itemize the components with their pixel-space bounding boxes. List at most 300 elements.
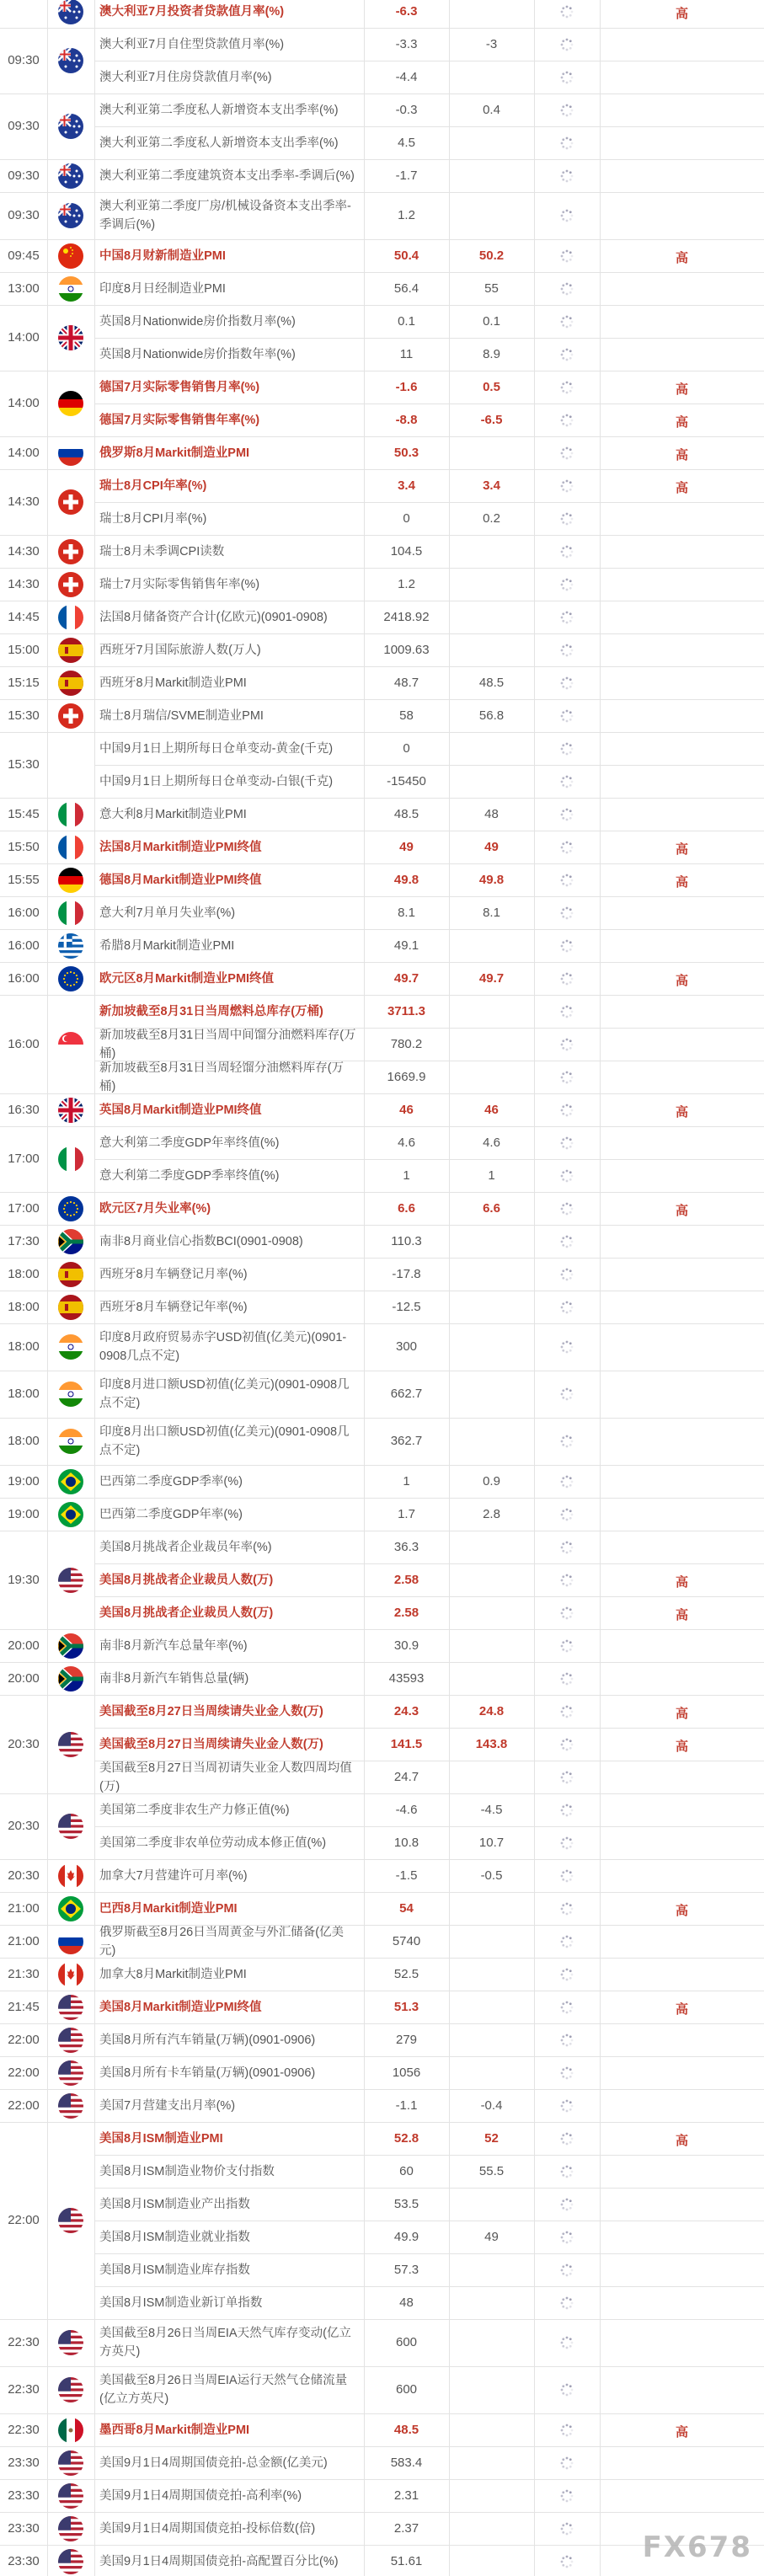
previous-value: 279: [395, 2032, 418, 2047]
event-time: 16:00: [8, 1036, 40, 1051]
event-name: 意大利8月Markit制造业PMI: [99, 807, 247, 821]
loading-spinner-icon: [559, 413, 574, 428]
event-name: 美国8月挑战者企业裁员人数(万): [99, 1573, 274, 1587]
previous-value: 8.1: [398, 905, 415, 920]
importance-badge: [600, 1474, 764, 1491]
event-time: 14:30: [8, 494, 40, 509]
spain-flag-icon: [58, 1295, 83, 1320]
previous-value: 2.37: [393, 2520, 419, 2536]
event-name: 美国9月1日4周期国债竞拍-高利率(%): [99, 2488, 302, 2503]
forecast-value: [449, 1267, 534, 1284]
event-time: 22:00: [8, 2032, 40, 2047]
event-time: 15:15: [8, 675, 40, 690]
forecast-value: [449, 1434, 534, 1451]
previous-value: 5740: [392, 1933, 421, 1948]
previous-value: -1.5: [395, 1868, 418, 1883]
event-time: 15:30: [8, 708, 40, 723]
event-name: 西班牙7月国际旅游人数(万人): [99, 643, 261, 657]
loading-spinner-icon: [559, 873, 574, 888]
previous-value: -3.3: [395, 36, 418, 51]
event-name: 美国9月1日4周期国债竞拍-高配置百分比(%): [99, 2554, 339, 2568]
switzerland-flag-icon: [58, 539, 83, 564]
event-time: 20:00: [8, 1638, 40, 1653]
forecast-value: 1: [488, 1168, 495, 1183]
loading-spinner-icon: [559, 1671, 574, 1686]
italy-flag-icon: [58, 1146, 83, 1172]
importance-badge: 高: [675, 874, 688, 890]
event-name: 澳大利亚第二季度私人新增资本支出季率(%): [99, 136, 339, 150]
importance-badge: [600, 1300, 764, 1317]
event-name: 澳大利亚第二季度厂房/机械设备资本支出季率-季调后(%): [99, 200, 351, 232]
forecast-value: [449, 1037, 534, 1054]
loading-spinner-icon: [559, 577, 574, 592]
forecast-value: [449, 1671, 534, 1688]
event-name: 美国8月ISM制造业产出指数: [99, 2197, 250, 2211]
event-name: 墨西哥8月Markit制造业PMI: [99, 2423, 250, 2437]
importance-badge: [600, 2335, 764, 2352]
event-name: 中国9月1日上期所每日仓单变动-黄金(千克): [99, 741, 334, 756]
previous-value: -1.7: [395, 168, 418, 183]
event-time: 15:55: [8, 872, 40, 887]
loading-spinner-icon: [559, 2033, 574, 2048]
loading-spinner-icon: [559, 2488, 574, 2504]
event-name: 巴西第二季度GDP年率(%): [99, 1507, 243, 1521]
importance-badge: [600, 2197, 764, 2214]
event-time: 14:30: [8, 543, 40, 558]
importance-badge: [600, 1168, 764, 1185]
event-name: 美国9月1日4周期国债竞拍-总金额(亿美元): [99, 2456, 328, 2470]
loading-spinner-icon: [559, 2230, 574, 2245]
forecast-value: [449, 577, 534, 594]
event-time: 18:00: [8, 1266, 40, 1281]
forecast-value: [449, 2488, 534, 2505]
loading-spinner-icon: [559, 249, 574, 264]
previous-value: 52.5: [393, 1966, 419, 1981]
loading-spinner-icon: [559, 1901, 574, 1916]
loading-spinner-icon: [559, 478, 574, 494]
event-name: 中国8月财新制造业PMI: [99, 249, 226, 263]
usa-flag-icon: [58, 1995, 83, 2020]
importance-badge: [600, 708, 764, 725]
forecast-value: [449, 136, 534, 152]
event-time: 22:00: [8, 2098, 40, 2113]
forecast-value: [449, 2335, 534, 2352]
event-time: 20:00: [8, 1670, 40, 1686]
loading-spinner-icon: [559, 1339, 574, 1355]
previous-value: 60: [399, 2163, 414, 2178]
previous-value: 600: [395, 2335, 418, 2349]
previous-value: -0.3: [395, 102, 418, 117]
importance-badge: [600, 676, 764, 692]
forecast-value: [449, 938, 534, 955]
event-time: 16:00: [8, 970, 40, 986]
loading-spinner-icon: [559, 2554, 574, 2569]
importance-badge: [600, 281, 764, 298]
previous-value: 50.4: [393, 248, 419, 263]
event-name: 印度8月出口额USD初值(亿美元)(0901-0908几点不定): [99, 1425, 350, 1457]
event-time: 16:00: [8, 938, 40, 953]
previous-value: 58: [399, 708, 414, 723]
event-time: 21:45: [8, 1999, 40, 2014]
importance-badge: 高: [675, 447, 688, 462]
forecast-value: 49: [484, 2229, 499, 2244]
loading-spinner-icon: [559, 2197, 574, 2212]
forecast-value: -4.5: [480, 1802, 503, 1817]
previous-value: 51.61: [390, 2553, 423, 2568]
brazil-flag-icon: [58, 1502, 83, 1527]
previous-value: 49.8: [393, 872, 419, 887]
event-time: 21:00: [8, 1933, 40, 1948]
loading-spinner-icon: [559, 2066, 574, 2081]
forecast-value: 0.4: [483, 102, 500, 117]
event-name: 法国8月储备资产合计(亿欧元)(0901-0908): [99, 610, 328, 624]
importance-badge: [600, 2066, 764, 2082]
event-time: 22:00: [8, 2213, 40, 2227]
importance-badge: [600, 103, 764, 120]
eu-flag-icon: [58, 966, 83, 991]
forecast-value: [449, 2521, 534, 2538]
previous-value: 662.7: [390, 1387, 423, 1401]
forecast-value: [449, 1934, 534, 1951]
forecast-value: 50.2: [478, 248, 505, 263]
loading-spinner-icon: [559, 676, 574, 691]
event-name: 俄罗斯截至8月26日当周黄金与外汇储备(亿美元): [99, 1925, 345, 1958]
previous-value: 362.7: [390, 1434, 423, 1448]
italy-flag-icon: [58, 802, 83, 827]
southafrica-flag-icon: [58, 1633, 83, 1659]
previous-value: -15450: [387, 773, 426, 788]
forecast-value: 0.1: [483, 313, 500, 329]
forecast-value: [449, 1901, 534, 1918]
importance-badge: [600, 347, 764, 364]
usa-flag-icon: [58, 1732, 83, 1757]
event-time: 16:00: [8, 905, 40, 920]
event-name: 俄罗斯8月Markit制造业PMI: [99, 446, 250, 460]
forecast-value: 0.2: [483, 510, 500, 526]
importance-badge: [600, 741, 764, 758]
forecast-value: 49.8: [478, 872, 505, 887]
usa-flag-icon: [58, 2028, 83, 2053]
germany-flag-icon: [58, 391, 83, 416]
event-name: 美国8月ISM制造业就业指数: [99, 2230, 250, 2244]
forecast-value: 8.9: [483, 346, 500, 361]
loading-spinner-icon: [559, 1168, 574, 1184]
previous-value: 56.4: [393, 281, 419, 296]
switzerland-flag-icon: [58, 572, 83, 597]
event-time: 23:30: [8, 2553, 40, 2568]
previous-value: 1009.63: [383, 642, 430, 657]
watermark: FX678: [642, 2531, 752, 2564]
importance-badge: [600, 2263, 764, 2279]
importance-badge: 高: [675, 1706, 688, 1721]
event-name: 美国8月Markit制造业PMI终值: [99, 2000, 262, 2014]
event-time: 17:30: [8, 1233, 40, 1248]
southafrica-flag-icon: [58, 1666, 83, 1692]
event-time: 14:45: [8, 609, 40, 624]
importance-badge: [600, 610, 764, 627]
spain-flag-icon: [58, 1262, 83, 1287]
importance-badge: 高: [675, 2424, 688, 2440]
forecast-value: [449, 4, 534, 21]
importance-badge: [600, 2164, 764, 2181]
importance-badge: [600, 774, 764, 791]
loading-spinner-icon: [559, 4, 574, 19]
importance-badge: 高: [675, 1104, 688, 1120]
usa-flag-icon: [58, 2060, 83, 2086]
previous-value: 3711.3: [387, 1003, 426, 1018]
forecast-value: [449, 2263, 534, 2279]
event-time: 15:00: [8, 642, 40, 657]
australia-flag-icon: [58, 203, 83, 228]
importance-badge: [600, 168, 764, 185]
usa-flag-icon: [58, 2483, 83, 2509]
previous-value: 141.5: [390, 1736, 423, 1751]
previous-value: 1: [403, 1473, 410, 1488]
previous-value: 48: [399, 2295, 414, 2310]
loading-spinner-icon: [559, 136, 574, 151]
importance-badge: [600, 938, 764, 955]
importance-badge: [600, 1004, 764, 1021]
importance-badge: [600, 1934, 764, 1951]
event-name: 美国截至8月26日当周EIA天然气库存变动(亿立方英尺): [99, 2327, 351, 2359]
event-name: 瑞士8月CPI月率(%): [99, 511, 207, 526]
usa-flag-icon: [58, 2516, 83, 2541]
previous-value: 1056: [392, 2065, 421, 2080]
event-name: 美国8月挑战者企业裁员人数(万): [99, 1606, 274, 1620]
event-name: 美国截至8月26日当周EIA运行天然气仓储流量(亿立方英尺): [99, 2374, 348, 2406]
event-name: 澳大利亚第二季度私人新增资本支出季率(%): [99, 103, 339, 117]
event-name: 澳大利亚第二季度建筑资本支出季率-季调后(%): [99, 168, 355, 183]
previous-value: 3.4: [398, 478, 415, 493]
forecast-value: [449, 1234, 534, 1251]
importance-badge: [600, 2033, 764, 2050]
loading-spinner-icon: [559, 1434, 574, 1449]
eu-flag-icon: [58, 1196, 83, 1221]
forecast-value: 55: [484, 281, 499, 296]
france-flag-icon: [58, 835, 83, 860]
event-time: 09:30: [8, 53, 40, 67]
previous-value: 6.6: [398, 1200, 415, 1216]
event-name: 意大利第二季度GDP年率终值(%): [99, 1136, 280, 1150]
forecast-value: [449, 643, 534, 660]
previous-value: 51.3: [393, 1999, 419, 2014]
loading-spinner-icon: [559, 70, 574, 85]
spain-flag-icon: [58, 638, 83, 663]
loading-spinner-icon: [559, 1037, 574, 1052]
event-name: 欧元区7月失业率(%): [99, 1201, 211, 1216]
previous-value: 30.9: [393, 1638, 419, 1653]
event-name: 英国8月Markit制造业PMI终值: [99, 1103, 262, 1117]
previous-value: 1: [403, 1168, 410, 1183]
importance-badge: 高: [675, 973, 688, 988]
forecast-value: 4.6: [483, 1135, 500, 1150]
forecast-value: [449, 544, 534, 561]
forecast-value: [449, 2554, 534, 2571]
loading-spinner-icon: [559, 380, 574, 395]
loading-spinner-icon: [559, 774, 574, 789]
loading-spinner-icon: [559, 1136, 574, 1151]
southafrica-flag-icon: [58, 1229, 83, 1254]
loading-spinner-icon: [559, 2382, 574, 2397]
event-time: 19:00: [8, 1506, 40, 1521]
importance-badge: 高: [675, 1607, 688, 1622]
importance-badge: 高: [675, 414, 688, 430]
loading-spinner-icon: [559, 1474, 574, 1489]
event-name: 美国截至8月27日当周续请失业金人数(万): [99, 1704, 323, 1718]
event-name: 加拿大7月营建许可月率(%): [99, 1868, 248, 1883]
event-name: 美国截至8月27日当周初请失业金人数四周均值(万): [99, 1761, 352, 1793]
india-flag-icon: [58, 1382, 83, 1407]
loading-spinner-icon: [559, 1507, 574, 1522]
previous-value: -1.6: [395, 379, 418, 394]
event-name: 巴西第二季度GDP季率(%): [99, 1474, 243, 1488]
forecast-value: [449, 1573, 534, 1590]
event-time: 15:50: [8, 839, 40, 854]
forecast-value: [449, 2000, 534, 2017]
forecast-value: 56.8: [478, 708, 505, 723]
event-time: [0, 4, 47, 21]
loading-spinner-icon: [559, 511, 574, 526]
forecast-value: -3: [485, 36, 498, 51]
event-name: 美国截至8月27日当周续请失业金人数(万): [99, 1737, 323, 1751]
india-flag-icon: [58, 1334, 83, 1360]
event-time: 15:45: [8, 806, 40, 821]
loading-spinner-icon: [559, 1638, 574, 1654]
loading-spinner-icon: [559, 2098, 574, 2114]
event-time: 14:00: [8, 396, 40, 410]
loading-spinner-icon: [559, 2000, 574, 2015]
event-name: 美国8月ISM制造业物价支付指数: [99, 2164, 275, 2178]
forecast-value: 0.9: [483, 1473, 500, 1488]
forecast-value: 6.6: [483, 1200, 500, 1216]
loading-spinner-icon: [559, 37, 574, 52]
importance-badge: 高: [675, 382, 688, 397]
event-time: 18:00: [8, 1299, 40, 1314]
importance-badge: [600, 2488, 764, 2505]
importance-badge: 高: [675, 2001, 688, 2017]
forecast-value: [449, 2456, 534, 2472]
importance-badge: [600, 1070, 764, 1087]
event-name: 瑞士8月瑞信/SVME制造业PMI: [99, 708, 264, 723]
forecast-value: -0.5: [480, 1868, 503, 1883]
loading-spinner-icon: [559, 1070, 574, 1085]
previous-value: -12.5: [392, 1299, 421, 1314]
event-name: 美国8月所有卡车销量(万辆)(0901-0906): [99, 2066, 316, 2080]
loading-spinner-icon: [559, 1704, 574, 1719]
brazil-flag-icon: [58, 1469, 83, 1494]
usa-flag-icon: [58, 1568, 83, 1593]
previous-value: -6.3: [395, 3, 418, 19]
event-name: 意大利第二季度GDP季率终值(%): [99, 1168, 280, 1183]
mexico-flag-icon: [58, 2418, 83, 2443]
usa-flag-icon: [58, 2549, 83, 2574]
forecast-value: 8.1: [483, 905, 500, 920]
loading-spinner-icon: [559, 1836, 574, 1851]
loading-spinner-icon: [559, 1103, 574, 1118]
importance-badge: [600, 1434, 764, 1451]
loading-spinner-icon: [559, 2423, 574, 2438]
importance-badge: [600, 2098, 764, 2115]
importance-badge: [600, 1803, 764, 1820]
usa-flag-icon: [58, 2093, 83, 2119]
forecast-value: [449, 1339, 534, 1356]
germany-flag-icon: [58, 868, 83, 893]
importance-badge: 高: [675, 2133, 688, 2148]
event-name: 澳大利亚7月住房贷款值月率(%): [99, 70, 272, 84]
event-time: 23:30: [8, 2455, 40, 2470]
importance-badge: [600, 1967, 764, 1984]
loading-spinner-icon: [559, 1300, 574, 1315]
previous-value: 2.58: [393, 1572, 419, 1587]
event-name: 澳大利亚7月自住型贷款值月率(%): [99, 37, 285, 51]
loading-spinner-icon: [559, 906, 574, 921]
forecast-value: [449, 1770, 534, 1787]
forecast-value: [449, 70, 534, 87]
event-time: 14:00: [8, 445, 40, 460]
previous-value: 104.5: [390, 543, 423, 558]
event-name: 南非8月新汽车销售总量(辆): [99, 1671, 249, 1686]
forecast-value: 2.8: [483, 1506, 500, 1521]
importance-badge: [600, 511, 764, 528]
event-name: 西班牙8月车辆登记月率(%): [99, 1267, 248, 1281]
importance-badge: [600, 1234, 764, 1251]
forecast-value: [449, 1606, 534, 1622]
forecast-value: [449, 2423, 534, 2440]
loading-spinner-icon: [559, 2335, 574, 2350]
importance-badge: [600, 136, 764, 152]
forecast-value: [449, 2382, 534, 2399]
event-name: 瑞士8月CPI年率(%): [99, 478, 207, 493]
previous-value: 11: [399, 346, 414, 361]
event-name: 德国7月实际零售销售月率(%): [99, 380, 260, 394]
loading-spinner-icon: [559, 544, 574, 559]
loading-spinner-icon: [559, 1934, 574, 1949]
loading-spinner-icon: [559, 1267, 574, 1282]
loading-spinner-icon: [559, 1737, 574, 1752]
usa-flag-icon: [58, 2208, 83, 2233]
loading-spinner-icon: [559, 1868, 574, 1884]
importance-badge: [600, 1267, 764, 1284]
australia-flag-icon: [58, 48, 83, 73]
previous-value: 1.2: [398, 208, 415, 222]
event-name: 美国8月ISM制造业PMI: [99, 2131, 223, 2146]
previous-value: 52.8: [393, 2130, 419, 2146]
previous-value: 2.58: [393, 1605, 419, 1620]
usa-flag-icon: [58, 2450, 83, 2476]
importance-badge: [600, 37, 764, 54]
forecast-value: [449, 446, 534, 462]
switzerland-flag-icon: [58, 489, 83, 515]
forecast-value: [449, 2295, 534, 2312]
russia-flag-icon: [58, 1929, 83, 1954]
forecast-value: [449, 610, 534, 627]
event-time: 09:30: [8, 168, 40, 183]
loading-spinner-icon: [559, 971, 574, 986]
forecast-value: 49: [484, 839, 499, 854]
loading-spinner-icon: [559, 1004, 574, 1019]
event-name: 美国8月挑战者企业裁员年率(%): [99, 1540, 272, 1554]
importance-badge: 高: [675, 480, 688, 495]
event-name: 美国7月营建支出月率(%): [99, 2098, 236, 2113]
importance-badge: [600, 906, 764, 922]
event-name: 美国8月ISM制造业新订单指数: [99, 2295, 263, 2310]
previous-value: -4.4: [395, 69, 418, 84]
previous-value: 48.5: [393, 806, 419, 821]
switzerland-flag-icon: [58, 703, 83, 729]
previous-value: 46: [399, 1102, 414, 1117]
importance-badge: 高: [675, 250, 688, 265]
italy-flag-icon: [58, 901, 83, 926]
